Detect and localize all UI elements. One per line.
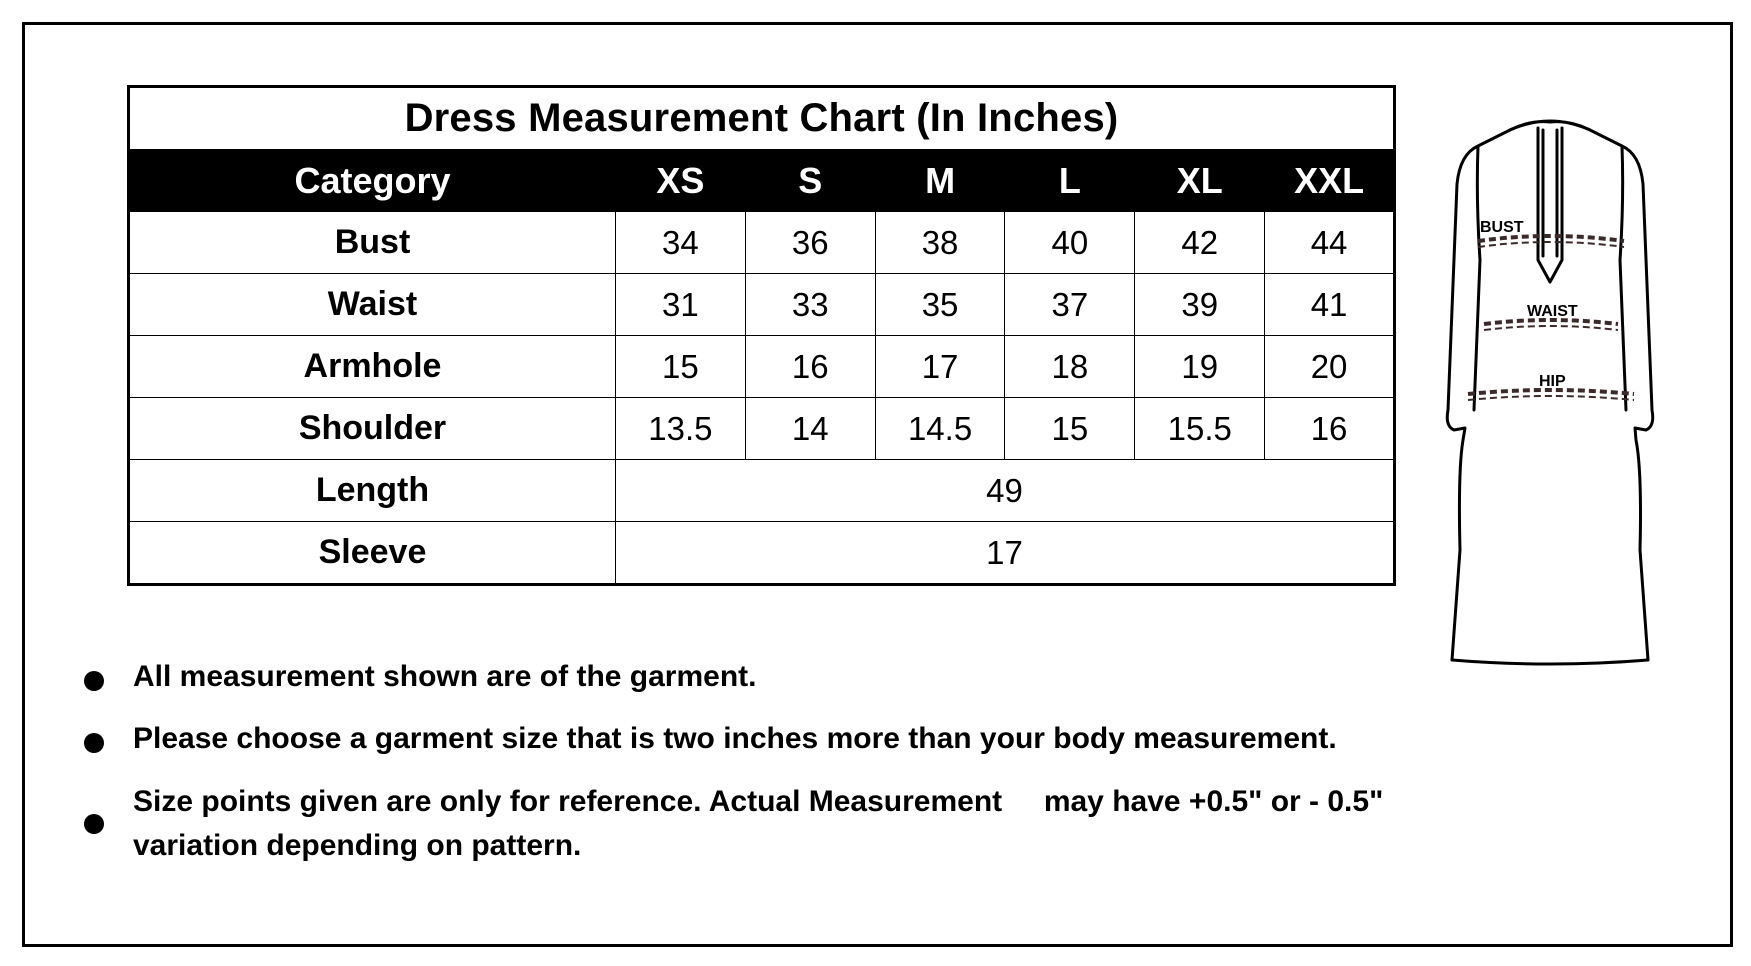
table-cell: 13.5 xyxy=(616,398,746,460)
bust-measure-line xyxy=(1478,236,1624,241)
table-row-waist xyxy=(129,274,1395,336)
merged-cell: 49 xyxy=(616,460,1395,522)
note-item xyxy=(84,717,1337,761)
table-row-bust xyxy=(129,212,1395,274)
row-label: Armhole xyxy=(129,336,616,398)
header-row xyxy=(129,150,1395,212)
table-row-shoulder xyxy=(129,398,1395,460)
table-cell: 36 xyxy=(745,212,875,274)
table-cell: 14.5 xyxy=(875,398,1005,460)
table-row-sleeve xyxy=(129,522,1395,585)
waist-measure-line xyxy=(1484,320,1618,324)
bust-label: BUST xyxy=(1480,219,1524,236)
table-title: Dress Measurement Chart (In Inches) xyxy=(129,87,1395,150)
note-item xyxy=(84,655,756,699)
waist-label: WAIST xyxy=(1527,303,1578,320)
bullet-icon xyxy=(84,671,104,691)
table-cell: 15 xyxy=(1005,398,1135,460)
table-cell: 17 xyxy=(875,336,1005,398)
table-cell: 15 xyxy=(616,336,746,398)
header-size-l: L xyxy=(1005,150,1135,212)
header-category: Category xyxy=(129,150,616,212)
row-label: Waist xyxy=(129,274,616,336)
header-size-s: S xyxy=(745,150,875,212)
table-cell: 35 xyxy=(875,274,1005,336)
measurement-table xyxy=(127,85,1396,586)
note-item xyxy=(84,780,1433,868)
note-text: Please choose a garment size that is two inches more than your body measurement. xyxy=(133,722,1337,755)
table-cell: 18 xyxy=(1005,336,1135,398)
table-cell: 40 xyxy=(1005,212,1135,274)
row-label: Sleeve xyxy=(129,522,616,585)
hip-measure-line xyxy=(1468,390,1634,394)
table-cell: 34 xyxy=(616,212,746,274)
table-cell: 38 xyxy=(875,212,1005,274)
table-cell: 41 xyxy=(1265,274,1395,336)
merged-cell: 17 xyxy=(616,522,1395,585)
row-label: Shoulder xyxy=(129,398,616,460)
header-size-xs: XS xyxy=(616,150,746,212)
table-cell: 42 xyxy=(1135,212,1265,274)
bullet-icon xyxy=(84,814,104,834)
sleeve-seam-left xyxy=(1474,146,1480,410)
table-cell: 39 xyxy=(1135,274,1265,336)
header-size-m: M xyxy=(875,150,1005,212)
row-label: Length xyxy=(129,460,616,522)
table-row-armhole xyxy=(129,336,1395,398)
row-label: Bust xyxy=(129,212,616,274)
title-row xyxy=(129,87,1395,150)
table-cell: 33 xyxy=(745,274,875,336)
table-cell: 16 xyxy=(1265,398,1395,460)
table-cell: 19 xyxy=(1135,336,1265,398)
table-row-length xyxy=(129,460,1395,522)
note-text: Size points given are only for reference. Actual Measurement may have +0.5" or - 0.5" variation depending on pattern. xyxy=(133,785,1392,862)
table-cell: 44 xyxy=(1265,212,1395,274)
table-cell: 15.5 xyxy=(1135,398,1265,460)
table-cell: 20 xyxy=(1265,336,1395,398)
note-text: All measurement shown are of the garment. xyxy=(133,660,757,693)
header-size-xxl: XXL xyxy=(1265,150,1395,212)
table-cell: 16 xyxy=(745,336,875,398)
hip-label: HIP xyxy=(1539,373,1566,390)
bullet-icon xyxy=(84,733,104,753)
table-cell: 14 xyxy=(745,398,875,460)
sleeve-seam-right xyxy=(1620,146,1626,410)
neckline-outline xyxy=(1510,121,1590,130)
table-cell: 31 xyxy=(616,274,746,336)
dress-illustration xyxy=(1430,110,1670,670)
table-cell: 37 xyxy=(1005,274,1135,336)
header-size-xl: XL xyxy=(1135,150,1265,212)
